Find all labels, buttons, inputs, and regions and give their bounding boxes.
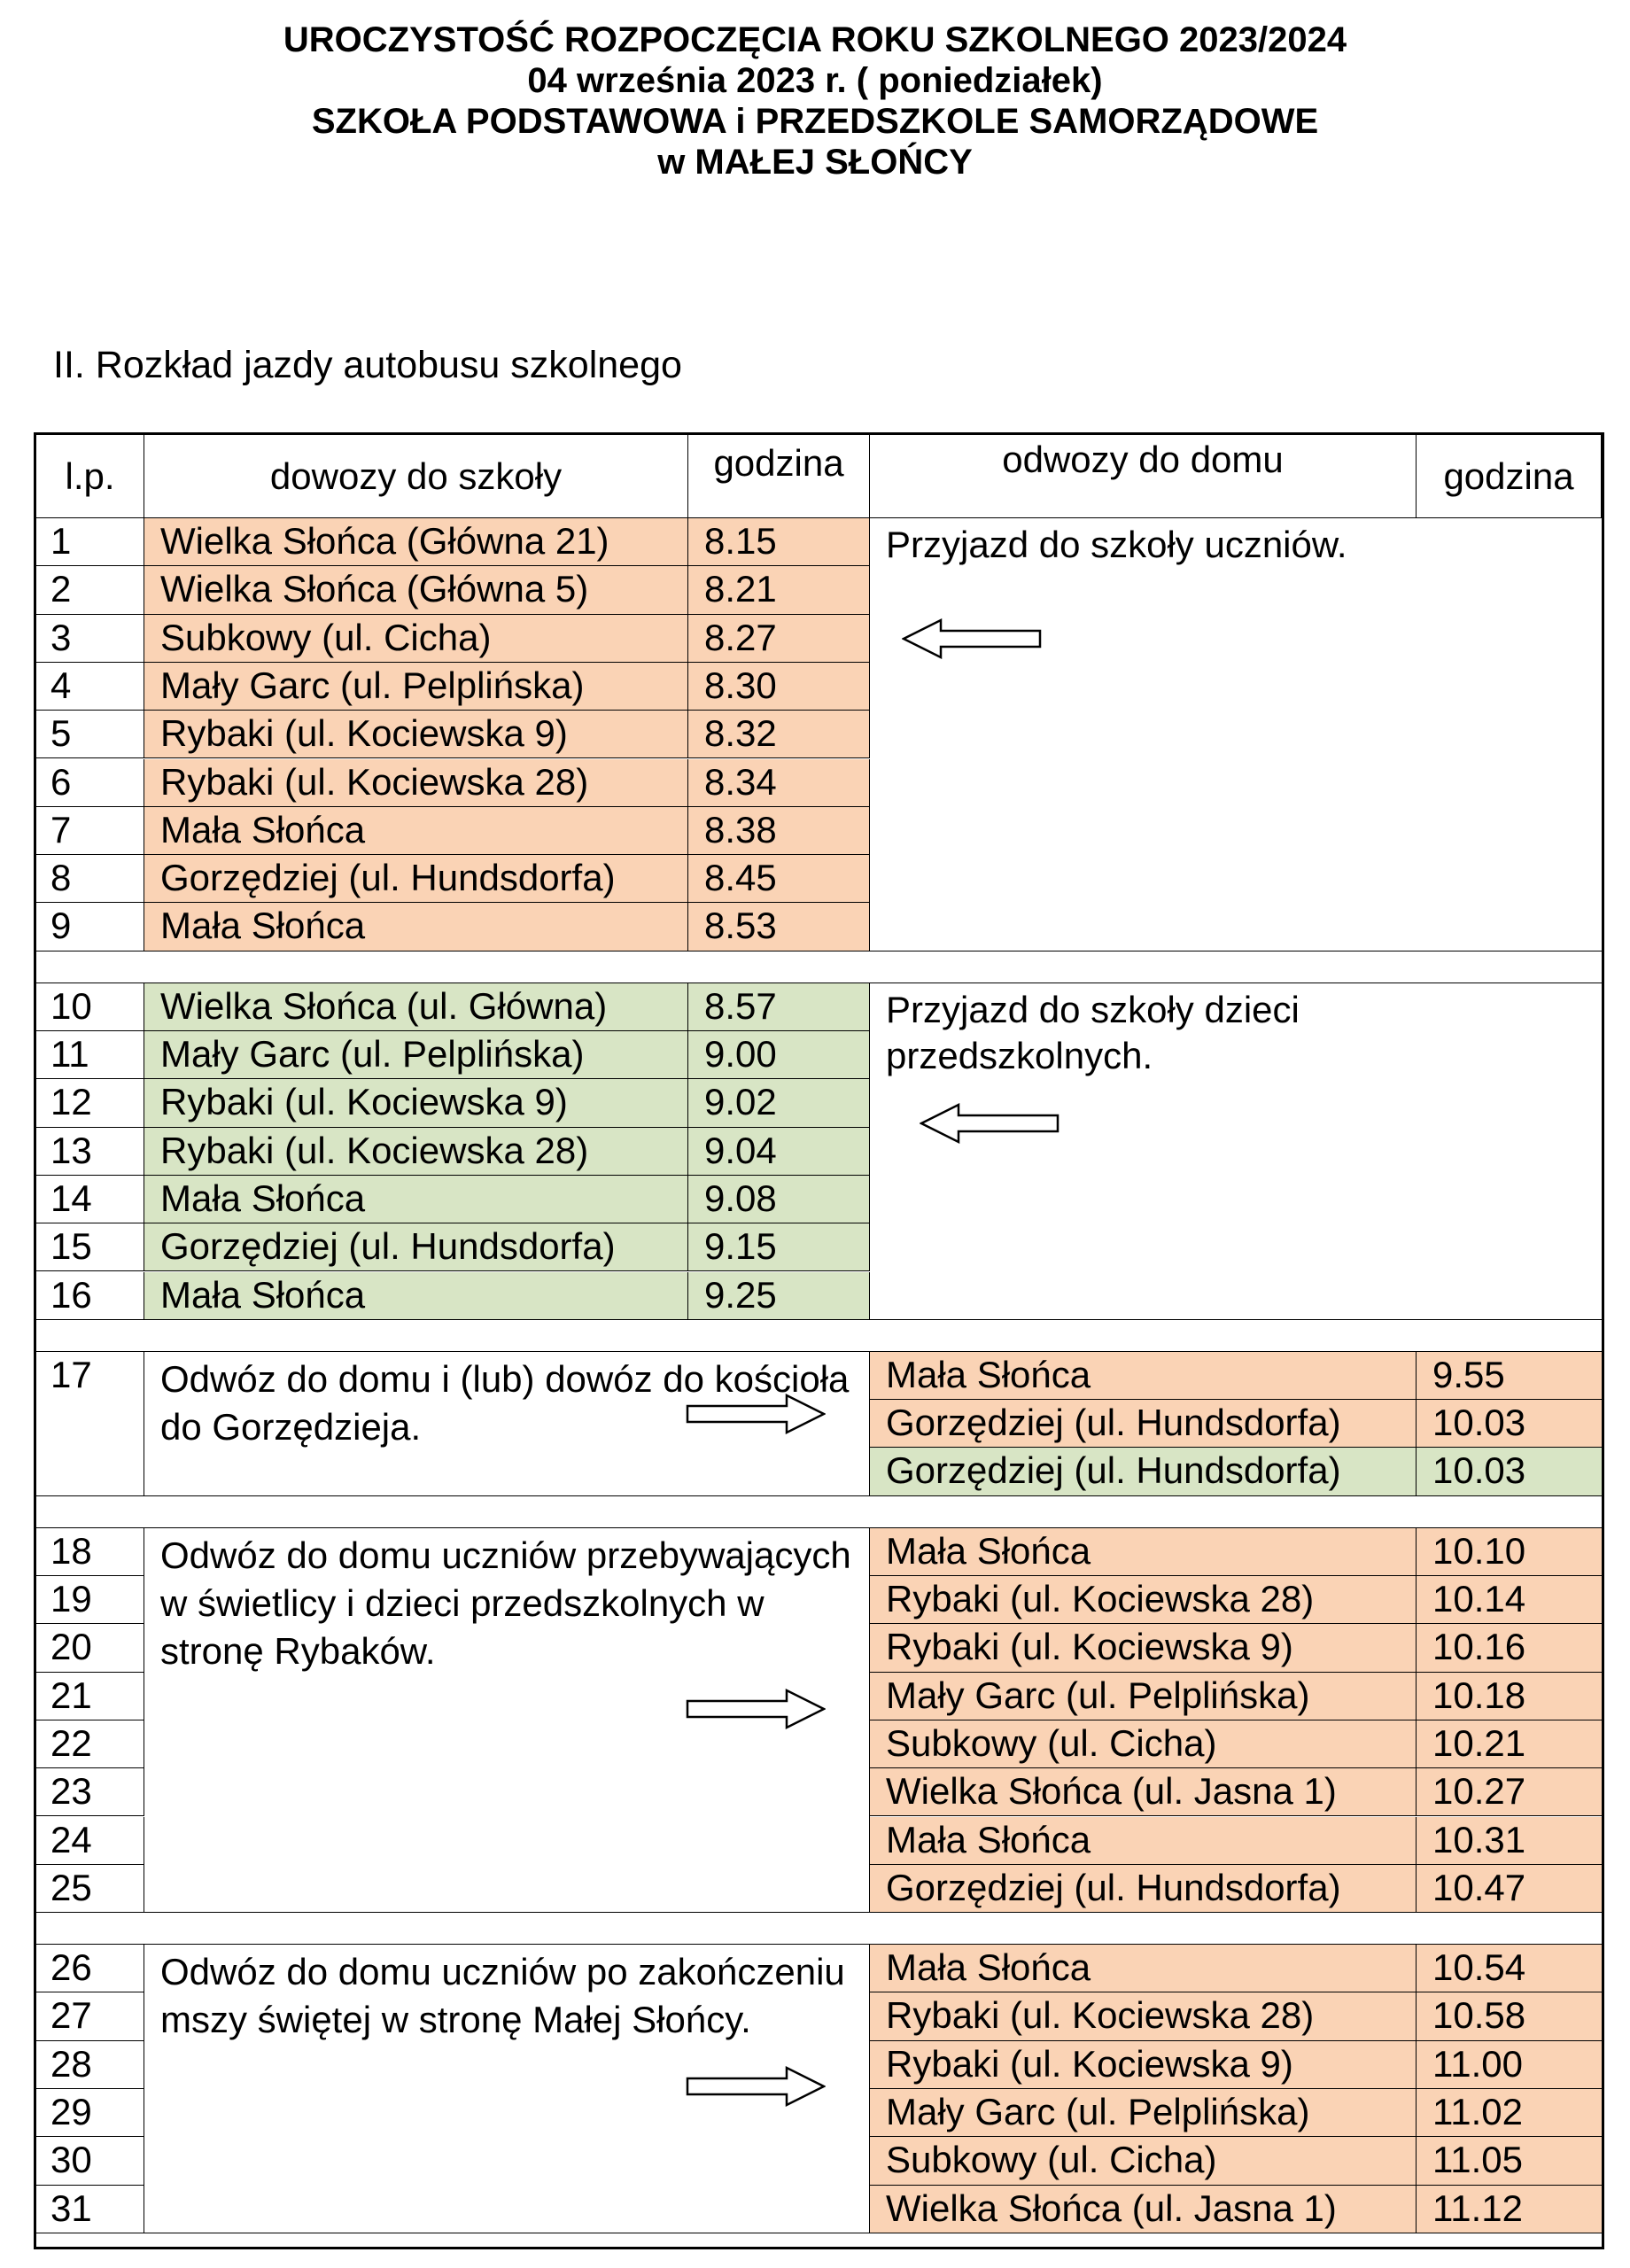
return-stop-name: Gorzędziej (ul. Hundsdorfa) (870, 1400, 1417, 1448)
departure-time: 8.27 (688, 615, 870, 663)
stop-name: Mała Słońca (144, 1176, 688, 1223)
departure-time: 9.25 (688, 1272, 870, 1320)
return-stop-name: Wielka Słońca (ul. Jasna 1) (870, 1768, 1417, 1816)
separator-row (36, 1320, 1602, 1352)
row-number: 11 (36, 1031, 144, 1079)
row-number: 13 (36, 1128, 144, 1176)
stop-name: Mały Garc (ul. Pelplińska) (144, 1031, 688, 1079)
right-arrow-icon (684, 1688, 826, 1730)
return-stop-name: Wielka Słońca (ul. Jasna 1) (870, 2186, 1417, 2233)
row-number: 29 (36, 2089, 144, 2137)
row-number: 23 (36, 1768, 144, 1816)
title-line-4: w MAŁEJ SŁOŃCY (657, 143, 973, 182)
departure-time: 8.38 (688, 807, 870, 855)
return-stop-name: Mała Słońca (870, 1817, 1417, 1865)
separator-row (36, 1496, 1602, 1528)
stop-name: Rybaki (ul. Kociewska 28) (144, 1128, 688, 1176)
stop-name: Subkowy (ul. Cicha) (144, 615, 688, 663)
departure-time: 8.32 (688, 711, 870, 758)
return-stop-name: Mały Garc (ul. Pelplińska) (870, 1673, 1417, 1720)
return-time: 10.58 (1417, 1992, 1602, 2040)
stop-name: Rybaki (ul. Kociewska 9) (144, 711, 688, 758)
row-number: 21 (36, 1673, 144, 1720)
row-number: 5 (36, 711, 144, 758)
left-arrow-icon (920, 1102, 1061, 1145)
stop-name: Mała Słońca (144, 807, 688, 855)
row-number: 6 (36, 759, 144, 807)
title-line-3: SZKOŁA PODSTAWOWA i PRZEDSZKOLE SAMORZĄDOWE (311, 102, 1319, 141)
return-stop-name: Rybaki (ul. Kociewska 28) (870, 1992, 1417, 2040)
stop-name: Mała Słońca (144, 1272, 688, 1320)
stop-name: Wielka Słońca (Główna 21) (144, 518, 688, 566)
return-time: 11.05 (1417, 2137, 1602, 2185)
row-number: 2 (36, 566, 144, 614)
row-number: 14 (36, 1176, 144, 1223)
departure-time: 9.00 (688, 1031, 870, 1079)
blank-cell (1366, 983, 1602, 1320)
return-time: 10.10 (1417, 1528, 1602, 1576)
row-number: 3 (36, 615, 144, 663)
header-to-school: dowozy do szkoły (144, 435, 688, 518)
return-rybaki-note: Odwóz do domu uczniów przebywających w świetlicy i dzieci przedszkolnych w stronę Rybaków. (144, 1528, 870, 1913)
row-number: 31 (36, 2186, 144, 2233)
return-time: 10.27 (1417, 1768, 1602, 1816)
departure-time: 8.57 (688, 983, 870, 1031)
departure-time: 8.30 (688, 663, 870, 711)
row-number: 17 (36, 1352, 144, 1496)
row-number: 8 (36, 855, 144, 903)
row-number: 22 (36, 1720, 144, 1768)
row-number: 4 (36, 663, 144, 711)
return-stop-name: Subkowy (ul. Cicha) (870, 1720, 1417, 1768)
header-to-home: odwozy do domu (870, 435, 1417, 518)
stop-name: Rybaki (ul. Kociewska 28) (144, 759, 688, 807)
row-number: 18 (36, 1528, 144, 1576)
stop-name: Gorzędziej (ul. Hundsdorfa) (144, 1223, 688, 1271)
row-number: 16 (36, 1272, 144, 1320)
section-title: II. Rozkład jazdy autobusu szkolnego (53, 344, 682, 386)
row-number: 1 (36, 518, 144, 566)
return-stop-name: Rybaki (ul. Kociewska 28) (870, 1576, 1417, 1624)
departure-time: 9.08 (688, 1176, 870, 1223)
return-stop-name: Rybaki (ul. Kociewska 9) (870, 1624, 1417, 1672)
stop-name: Wielka Słońca (Główna 5) (144, 566, 688, 614)
stop-name: Wielka Słońca (ul. Główna) (144, 983, 688, 1031)
row-number: 7 (36, 807, 144, 855)
arrival-preschool-note: Przyjazd do szkoły dzieci przedszkolnych. (870, 983, 1366, 1320)
return-time: 10.54 (1417, 1945, 1602, 1992)
return-stop-name: Gorzędziej (ul. Hundsdorfa) (870, 1448, 1417, 1495)
return-stop-name: Mały Garc (ul. Pelplińska) (870, 2089, 1417, 2137)
return-time: 10.03 (1417, 1400, 1602, 1448)
left-arrow-icon (902, 617, 1044, 660)
return-stop-name: Mała Słońca (870, 1528, 1417, 1576)
row-number: 15 (36, 1223, 144, 1271)
return-time: 11.02 (1417, 2089, 1602, 2137)
departure-time: 8.45 (688, 855, 870, 903)
return-time: 10.03 (1417, 1448, 1602, 1495)
separator-row (36, 951, 1602, 983)
departure-time: 9.15 (688, 1223, 870, 1271)
return-stop-name: Mała Słońca (870, 1352, 1417, 1400)
return-time: 10.47 (1417, 1865, 1602, 1913)
row-number: 27 (36, 1992, 144, 2040)
row-number: 19 (36, 1576, 144, 1624)
return-time: 11.00 (1417, 2041, 1602, 2089)
arrival-pupils-note: Przyjazd do szkoły uczniów. (870, 518, 1602, 951)
title-line-1: UROCZYSTOŚĆ ROZPOCZĘCIA ROKU SZKOLNEGO 2023/2024 (283, 20, 1347, 59)
right-arrow-icon (684, 2065, 826, 2108)
stop-name: Mały Garc (ul. Pelplińska) (144, 663, 688, 711)
return-stop-name: Rybaki (ul. Kociewska 9) (870, 2041, 1417, 2089)
stop-name: Rybaki (ul. Kociewska 9) (144, 1079, 688, 1127)
row-number: 12 (36, 1079, 144, 1127)
return-time: 10.18 (1417, 1673, 1602, 1720)
return-time: 10.31 (1417, 1817, 1602, 1865)
return-time: 11.12 (1417, 2186, 1602, 2233)
return-time: 10.14 (1417, 1576, 1602, 1624)
document-title (0, 19, 1630, 183)
stop-name: Gorzędziej (ul. Hundsdorfa) (144, 855, 688, 903)
row-number: 24 (36, 1817, 144, 1865)
departure-time: 8.53 (688, 903, 870, 951)
return-time: 9.55 (1417, 1352, 1602, 1400)
departure-time: 9.04 (688, 1128, 870, 1176)
departure-time: 9.02 (688, 1079, 870, 1127)
return-time: 10.16 (1417, 1624, 1602, 1672)
departure-time: 8.21 (688, 566, 870, 614)
row-number: 20 (36, 1624, 144, 1672)
return-stop-name: Subkowy (ul. Cicha) (870, 2137, 1417, 2185)
separator-row (36, 1913, 1602, 1945)
table-grid (36, 435, 1602, 2247)
return-stop-name: Mała Słońca (870, 1945, 1417, 1992)
return-stop-name: Gorzędziej (ul. Hundsdorfa) (870, 1865, 1417, 1913)
header-time-1: godzina (688, 435, 870, 518)
bus-schedule-table (34, 432, 1604, 2249)
row-number: 26 (36, 1945, 144, 1992)
header-time-2: godzina (1417, 435, 1602, 518)
row-number: 28 (36, 2041, 144, 2089)
departure-time: 8.34 (688, 759, 870, 807)
return-mass-note: Odwóz do domu uczniów po zakończeniu mszy świętej w stronę Małej Słońcy. (144, 1945, 870, 2233)
row-number: 10 (36, 983, 144, 1031)
right-arrow-icon (684, 1393, 826, 1435)
header-lp: l.p. (36, 435, 144, 518)
title-line-2: 04 września 2023 r. ( poniedziałek) (527, 61, 1103, 100)
return-time: 10.21 (1417, 1720, 1602, 1768)
return-church-note: Odwóz do domu i (lub) dowóz do kościoła do Gorzędzieja. (144, 1352, 870, 1496)
stop-name: Mała Słońca (144, 903, 688, 951)
row-number: 9 (36, 903, 144, 951)
row-number: 25 (36, 1865, 144, 1913)
departure-time: 8.15 (688, 518, 870, 566)
row-number: 30 (36, 2137, 144, 2185)
